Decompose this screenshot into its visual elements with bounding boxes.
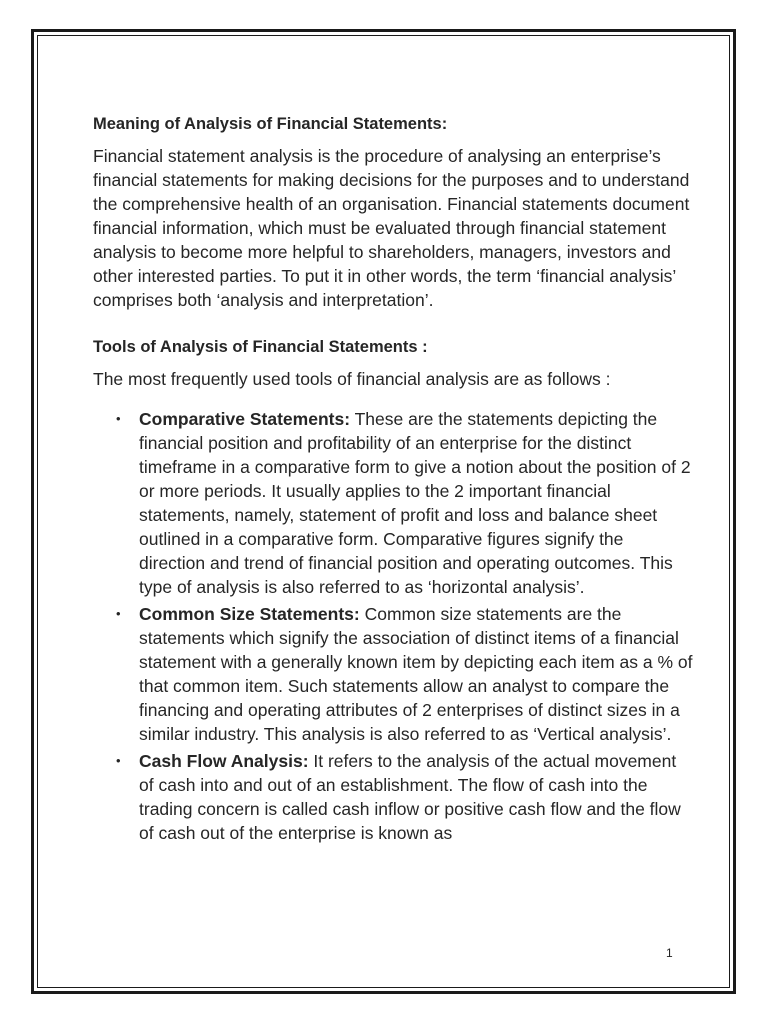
paragraph-tools-intro: The most frequently used tools of financial analysis are as follows : bbox=[93, 369, 611, 389]
term-common-size-statements: Common Size Statements: bbox=[139, 604, 360, 624]
term-comparative-statements: Comparative Statements: bbox=[139, 409, 351, 429]
page-number: 1 bbox=[666, 946, 673, 960]
list-item-cash-flow-analysis bbox=[93, 749, 693, 845]
heading-tools: Tools of Analysis of Financial Statements : bbox=[93, 338, 428, 356]
list-item-comparative-statements bbox=[93, 407, 693, 599]
bullet-icon: • bbox=[116, 606, 121, 621]
document-body bbox=[93, 112, 693, 848]
text-common-size-statements: Common size statements are the statements which signify the association of distinct items of a financial statement with a generally known item by depicting each item as a % of that common item. Such statements allow an analyst to compare the financing and operating attributes of 2 enterprises of distinct sizes in a similar industry. This analysis is also referred to as ‘Vertical analysis’. bbox=[139, 604, 693, 744]
tools-list bbox=[93, 407, 693, 845]
text-comparative-statements: These are the statements depicting the financial position and profitability of an enterprise for the distinct timeframe in a comparative form to give a notion about the position of 2 or more periods. It usually applies to the 2 important financial statements, namely, statement of profit and loss and balance sheet outlined in a comparative form. Comparative figures signify the direction and trend of financial position and operating outcomes. This type of analysis is also referred to as ‘horizontal analysis’. bbox=[139, 409, 691, 597]
list-item-common-size-statements bbox=[93, 602, 693, 746]
paragraph-meaning: Financial statement analysis is the procedure of analysing an enterprise’s financial statements for making decisions for the purposes and to understand the comprehensive health of an organisation. Financial statements document financial information, which must be evaluated through financial statement analysis to become more helpful to shareholders, managers, investors and other interested parties. To put it in other words, the term ‘financial analysis’ comprises both ‘analysis and interpretation’. bbox=[93, 146, 690, 310]
bullet-icon: • bbox=[116, 753, 121, 768]
text-cash-flow-analysis: It refers to the analysis of the actual movement of cash into and out of an establishment. The flow of cash into the trading concern is called cash inflow or positive cash flow and the flow of cash out of the enterprise is known as bbox=[139, 751, 681, 843]
bullet-icon: • bbox=[116, 411, 121, 426]
heading-meaning: Meaning of Analysis of Financial Statements: bbox=[93, 115, 448, 133]
term-cash-flow-analysis: Cash Flow Analysis: bbox=[139, 751, 309, 771]
